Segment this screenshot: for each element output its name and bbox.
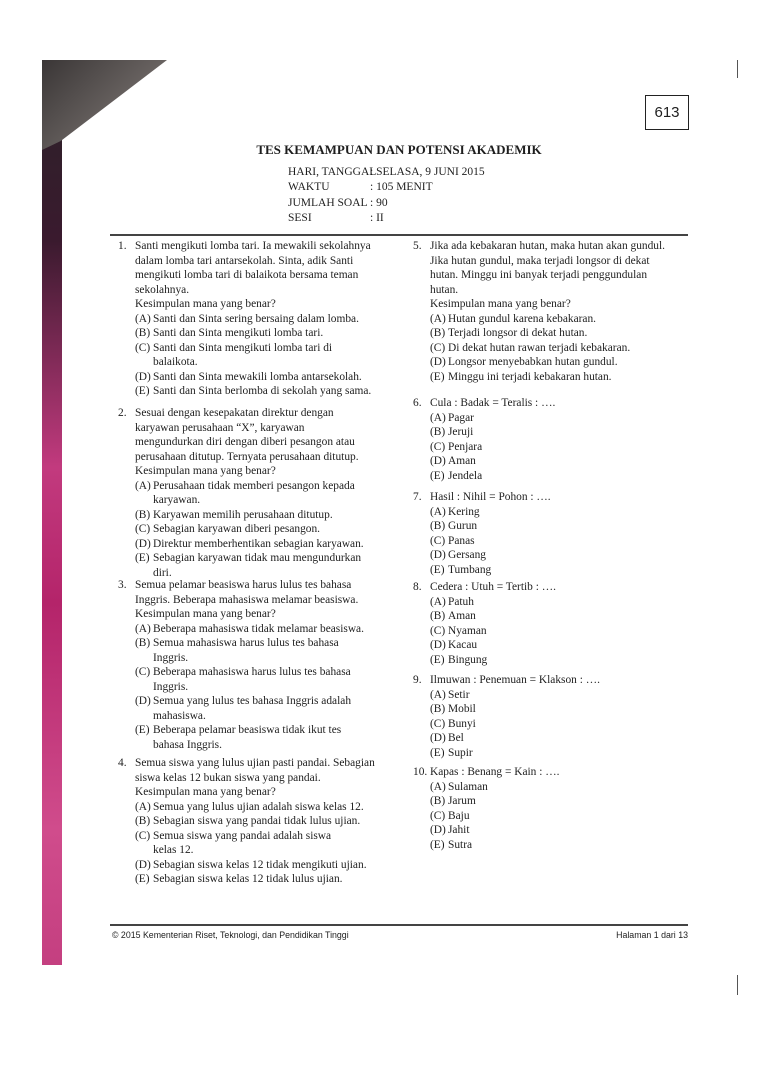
option-label: (B) — [430, 327, 446, 339]
option-label: (B) — [430, 703, 446, 715]
answer-option — [430, 780, 703, 795]
question — [413, 239, 703, 384]
option-label: (C) — [430, 440, 446, 453]
question-number: 8. — [413, 581, 422, 593]
option-text: Bunyi — [448, 717, 476, 730]
exam-info-value: : 90 — [370, 196, 388, 209]
question — [413, 580, 703, 667]
option-label: (B) — [430, 520, 446, 532]
answer-option — [430, 731, 703, 746]
answer-option — [430, 563, 703, 578]
option-text: Sebagian karyawan diberi pesangon. — [153, 523, 321, 535]
option-text: diri. — [153, 566, 172, 579]
option-text: Gurun — [448, 520, 478, 532]
answer-option — [135, 694, 408, 723]
exam-info-key: SESI — [288, 211, 312, 224]
answer-option — [135, 537, 408, 552]
question-number: 2. — [118, 407, 127, 419]
option-label: (D) — [135, 537, 151, 550]
option-text: Di dekat hutan rawan terjadi kebakaran. — [448, 341, 631, 354]
question-stem-line: siswa kelas 12 bukan siswa yang pandai. — [135, 771, 321, 784]
option-label: (A) — [430, 688, 446, 701]
answer-option — [135, 665, 408, 694]
option-label: (E) — [135, 724, 150, 736]
answer-option — [430, 440, 703, 455]
exam-info-value: : SELASA, 9 JUNI 2015 — [370, 166, 485, 178]
option-text: Longsor menyebabkan hutan gundul. — [448, 356, 618, 368]
option-label: (C) — [135, 341, 151, 354]
answer-option — [430, 746, 703, 761]
answer-option — [430, 355, 703, 370]
option-text: Sebagian siswa kelas 12 tidak lulus ujian. — [153, 873, 343, 885]
option-label: (E) — [430, 838, 445, 851]
answer-option — [135, 723, 408, 752]
option-text: Semua yang lulus ujian adalah siswa kelas 12. — [153, 800, 364, 813]
option-text: Beberapa pelamar beasiswa tidak ikut tes — [153, 724, 342, 736]
question — [118, 406, 408, 580]
answer-option — [135, 370, 408, 385]
question-stem-line: Ilmuwan : Penemuan = Klakson : …. — [430, 674, 600, 686]
option-label: (E) — [430, 370, 445, 383]
option-text: Santi dan Sinta mengikuti lomba tari di — [153, 341, 333, 354]
footer-copyright: © 2015 Kementerian Riset, Teknologi, dan Pendidikan Tinggi — [112, 930, 349, 940]
answer-option — [135, 312, 408, 327]
option-label: (C) — [430, 809, 446, 822]
question-stem-line: Sesuai dengan kesepakatan direktur dengan — [135, 407, 334, 419]
option-text: Setir — [448, 688, 470, 701]
option-text: Panas — [448, 534, 475, 547]
option-text: mahasiswa. — [153, 709, 206, 722]
test-code-box: 613 — [645, 95, 689, 130]
scan-corner-shadow — [42, 60, 167, 150]
question-stem-line: dalam lomba tari antarsekolah. Sinta, adik Santi — [135, 254, 354, 267]
option-label: (D) — [430, 356, 446, 368]
question-stem-line: Kesimpulan mana yang benar? — [135, 298, 276, 310]
question-stem-line: Kesimpulan mana yang benar? — [135, 608, 276, 620]
answer-option — [135, 622, 408, 637]
option-text: Inggris. — [153, 680, 189, 693]
option-label: (B) — [135, 815, 151, 827]
option-label: (A) — [135, 800, 151, 813]
answer-option — [430, 312, 703, 327]
option-label: (D) — [135, 695, 151, 707]
option-text: bahasa Inggris. — [153, 738, 222, 751]
exam-info-row — [288, 211, 485, 226]
question-number: 9. — [413, 674, 422, 686]
exam-info-key: HARI, TANGGAL — [288, 166, 377, 178]
option-label: (B) — [135, 327, 151, 339]
option-text: kelas 12. — [153, 844, 194, 856]
option-label: (E) — [135, 873, 150, 885]
scan-mark — [737, 975, 739, 995]
question-stem-line: Jika ada kebakaran hutan, maka hutan akan gundul. — [430, 240, 666, 252]
option-text: Minggu ini terjadi kebakaran hutan. — [448, 370, 612, 383]
option-label: (A) — [430, 595, 446, 608]
option-text: Tumbang — [448, 563, 492, 576]
question-stem-line: karyawan perusahaan “X”, karyawan — [135, 421, 305, 434]
option-text: Inggris. — [153, 651, 189, 664]
option-text: balaikota. — [153, 356, 198, 368]
option-label: (A) — [430, 505, 446, 518]
option-label: (C) — [135, 829, 151, 842]
answer-option — [135, 551, 408, 580]
answer-option — [135, 341, 408, 370]
question-stem-line: Kesimpulan mana yang benar? — [135, 786, 276, 798]
answer-option — [135, 326, 408, 341]
option-label: (D) — [430, 549, 446, 561]
question-number: 1. — [118, 240, 127, 252]
question-stem-line: Santi mengikuti lomba tari. Ia mewakili sekolahnya — [135, 240, 371, 252]
answer-option — [135, 384, 408, 399]
option-label: (E) — [430, 563, 445, 576]
option-text: Santi dan Sinta mengikuti lomba tari. — [153, 327, 324, 339]
answer-option — [430, 370, 703, 385]
option-text: Semua mahasiswa harus lulus tes bahasa — [153, 637, 339, 649]
question-stem-line: sekolahnya. — [135, 283, 190, 296]
option-text: Direktur memberhentikan sebagian karyawan. — [153, 537, 364, 550]
option-text: Gersang — [448, 549, 486, 561]
answer-option — [430, 469, 703, 484]
option-text: Terjadi longsor di dekat hutan. — [448, 327, 588, 339]
option-text: Hutan gundul karena kebakaran. — [448, 312, 597, 325]
question-stem-line: mengikuti lomba tari di balaikota bersama teman — [135, 269, 359, 281]
exam-info-value: : II — [370, 211, 384, 224]
option-text: Sebagian karyawan tidak mau mengundurkan — [153, 552, 362, 564]
exam-info — [288, 165, 485, 226]
answer-option — [135, 479, 408, 508]
option-text: Pagar — [448, 411, 474, 424]
question-stem-line: Kapas : Benang = Kain : …. — [430, 766, 560, 778]
option-label: (A) — [430, 312, 446, 325]
question-number: 4. — [118, 757, 127, 769]
question-stem-line: Kesimpulan mana yang benar? — [135, 465, 276, 477]
option-label: (D) — [135, 370, 151, 383]
answer-option — [430, 341, 703, 356]
question — [118, 756, 408, 887]
answer-option — [430, 534, 703, 549]
option-label: (B) — [135, 637, 151, 649]
answer-option — [430, 838, 703, 853]
option-label: (D) — [135, 858, 151, 871]
option-text: karyawan. — [153, 494, 201, 506]
question — [118, 578, 408, 752]
question-stem-line: Kesimpulan mana yang benar? — [430, 298, 571, 310]
answer-option — [430, 505, 703, 520]
question — [413, 765, 703, 852]
exam-info-row — [288, 165, 485, 180]
option-label: (E) — [135, 552, 150, 564]
option-text: Jahit — [448, 824, 470, 836]
question-stem-line: Semua pelamar beasiswa harus lulus tes bahasa — [135, 579, 352, 591]
option-label: (D) — [430, 639, 446, 651]
option-text: Santi dan Sinta berlomba di sekolah yang sama. — [153, 385, 372, 397]
option-label: (C) — [135, 523, 151, 535]
answer-option — [135, 508, 408, 523]
option-text: Mobil — [448, 703, 476, 715]
option-label: (B) — [430, 610, 446, 622]
exam-info-key: JUMLAH SOAL — [288, 196, 368, 209]
footer-page-number: Halaman 1 dari 13 — [616, 930, 688, 940]
question-stem-line: hutan. Minggu ini banyak terjadi penggundulan — [430, 269, 648, 281]
option-label: (E) — [135, 385, 150, 397]
question — [118, 239, 408, 399]
option-text: Nyaman — [448, 624, 487, 637]
answer-option — [430, 519, 703, 534]
exam-info-row — [288, 180, 485, 195]
option-text: Baju — [448, 809, 470, 822]
option-label: (E) — [430, 746, 445, 759]
answer-option — [430, 454, 703, 469]
option-text: Santi dan Sinta mewakili lomba antarsekolah. — [153, 370, 362, 383]
option-text: Aman — [448, 455, 476, 467]
question-number: 7. — [413, 491, 422, 503]
option-label: (B) — [430, 795, 446, 807]
question — [413, 396, 703, 483]
question-stem-line: Cula : Badak = Teralis : …. — [430, 397, 556, 409]
answer-option — [135, 800, 408, 815]
option-label: (D) — [430, 455, 446, 467]
answer-option — [430, 688, 703, 703]
option-text: Semua siswa yang pandai adalah siswa — [153, 829, 332, 842]
option-label: (A) — [135, 622, 151, 635]
question-stem-line: Inggris. Beberapa mahasiswa melamar beasiswa. — [135, 593, 359, 606]
option-label: (D) — [430, 732, 446, 744]
answer-option — [430, 326, 703, 341]
option-text: Sutra — [448, 838, 473, 851]
answer-option — [430, 609, 703, 624]
scan-mark — [737, 60, 739, 78]
exam-info-row — [288, 196, 485, 211]
option-text: Sebagian siswa yang pandai tidak lulus ujian. — [153, 815, 361, 827]
option-label: (A) — [430, 780, 446, 793]
answer-option — [135, 872, 408, 887]
option-text: Beberapa mahasiswa tidak melamar beasiswa. — [153, 622, 364, 635]
question-stem-line: Jika hutan gundul, maka terjadi longsor di dekat — [430, 254, 650, 267]
option-label: (A) — [135, 479, 151, 492]
option-label: (C) — [430, 534, 446, 547]
answer-option — [430, 809, 703, 824]
option-text: Jarum — [448, 795, 476, 807]
option-text: Jendela — [448, 469, 483, 482]
option-text: Aman — [448, 610, 476, 622]
answer-option — [430, 411, 703, 426]
option-text: Bingung — [448, 653, 488, 666]
option-label: (B) — [135, 508, 151, 521]
question-number: 6. — [413, 397, 422, 409]
question — [413, 673, 703, 760]
option-text: Kacau — [448, 639, 478, 651]
option-text: Sebagian siswa kelas 12 tidak mengikuti ujian. — [153, 858, 367, 871]
option-text: Supir — [448, 746, 473, 759]
answer-option — [430, 425, 703, 440]
question — [413, 490, 703, 577]
option-label: (E) — [430, 653, 445, 666]
option-text: Penjara — [448, 440, 483, 453]
answer-option — [430, 823, 703, 838]
answer-option — [135, 636, 408, 665]
question-stem-line: perusahaan ditutup. Ternyata perusahaan ditutup. — [135, 450, 359, 463]
option-text: Kering — [448, 505, 480, 518]
question-number: 3. — [118, 579, 127, 591]
option-label: (D) — [430, 824, 446, 836]
option-text: Semua yang lulus tes bahasa Inggris adalah — [153, 695, 352, 707]
option-text: Jeruji — [448, 426, 474, 438]
answer-option — [430, 702, 703, 717]
option-text: Beberapa mahasiswa harus lulus tes bahasa — [153, 666, 351, 678]
answer-option — [430, 548, 703, 563]
option-text: Santi dan Sinta sering bersaing dalam lomba. — [153, 312, 359, 325]
exam-info-value: : 105 MENIT — [370, 181, 433, 194]
option-text: Bel — [448, 732, 464, 744]
answer-option — [430, 717, 703, 732]
question-stem-line: Hasil : Nihil = Pohon : …. — [430, 491, 551, 503]
option-text: Patuh — [448, 595, 474, 608]
answer-option — [430, 638, 703, 653]
option-label: (E) — [430, 469, 445, 482]
question-number: 5. — [413, 240, 422, 252]
option-label: (B) — [430, 426, 446, 438]
option-text: Perusahaan tidak memberi pesangon kepada — [153, 479, 355, 492]
option-label: (C) — [430, 624, 446, 637]
answer-option — [135, 814, 408, 829]
page-title: TES KEMAMPUAN DAN POTENSI AKADEMIK — [256, 142, 542, 157]
footer-divider — [110, 924, 688, 926]
exam-info-key: WAKTU — [288, 181, 330, 194]
option-label: (A) — [135, 312, 151, 325]
question-stem-line: mengundurkan diri dengan diberi pesangon atau — [135, 436, 355, 448]
option-text: Karyawan memilih perusahaan ditutup. — [153, 508, 333, 521]
header-divider — [110, 234, 688, 236]
question-number: 10. — [413, 766, 428, 778]
answer-option — [135, 522, 408, 537]
answer-option — [430, 595, 703, 610]
question-stem-line: Semua siswa yang lulus ujian pasti pandai. Sebagian — [135, 757, 375, 769]
answer-option — [135, 829, 408, 858]
option-text: Sulaman — [448, 780, 488, 793]
question-stem-line: Cedera : Utuh = Tertib : …. — [430, 581, 556, 593]
answer-option — [430, 794, 703, 809]
answer-option — [135, 858, 408, 873]
option-label: (C) — [430, 717, 446, 730]
question-stem-line: hutan. — [430, 283, 459, 296]
option-label: (C) — [135, 666, 151, 678]
answer-option — [430, 624, 703, 639]
scan-edge-strip — [42, 60, 62, 965]
answer-option — [430, 653, 703, 668]
option-label: (C) — [430, 341, 446, 354]
option-label: (A) — [430, 411, 446, 424]
